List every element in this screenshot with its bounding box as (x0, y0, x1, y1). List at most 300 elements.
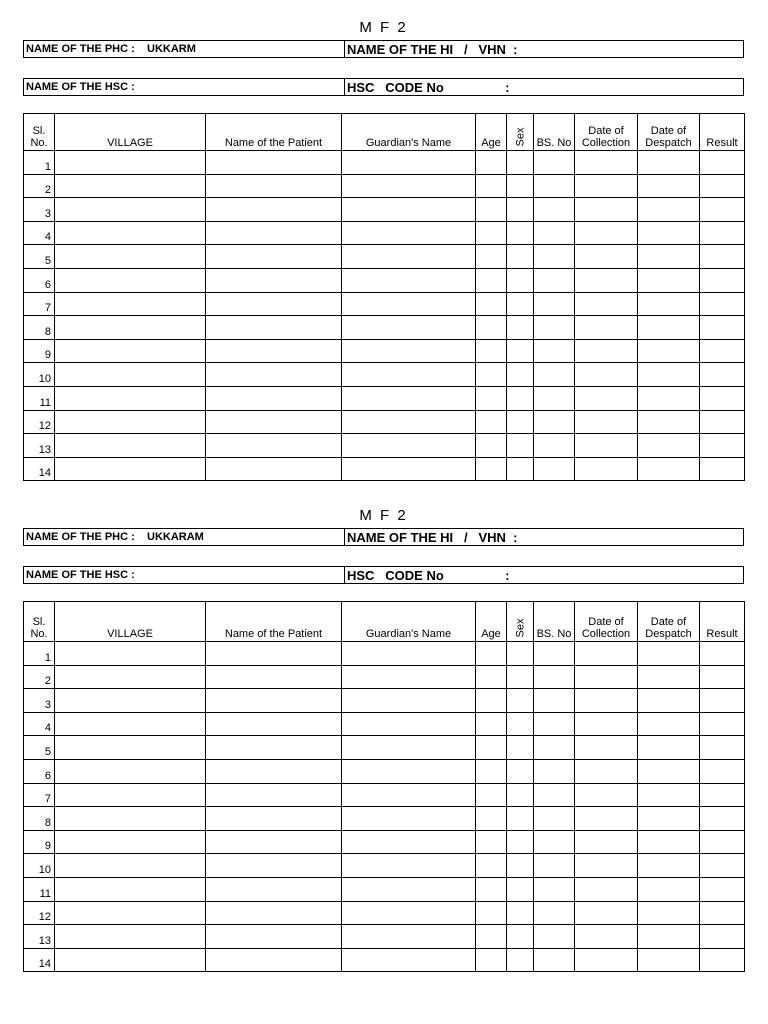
col-bs-no-cell[interactable] (534, 410, 575, 434)
col-result-cell[interactable] (700, 642, 745, 666)
row-number: 3 (24, 198, 55, 222)
col-bs-no-cell[interactable] (534, 198, 575, 222)
column-header-label: VILLAGE (107, 137, 153, 149)
col-village-cell[interactable] (55, 642, 206, 666)
col-age-cell[interactable] (476, 948, 507, 972)
col-patient-name-cell[interactable] (206, 316, 342, 340)
col-sl-no-header (24, 602, 55, 642)
col-sex-cell[interactable] (507, 245, 534, 269)
col-sex-cell[interactable] (507, 198, 534, 222)
col-age-cell[interactable] (476, 736, 507, 760)
table-row (24, 434, 745, 458)
col-bs-no-cell[interactable] (534, 292, 575, 316)
col-result-cell[interactable] (700, 198, 745, 222)
col-age-header (476, 602, 507, 642)
col-date-despatch-cell[interactable] (638, 151, 700, 175)
col-village-cell[interactable] (55, 807, 206, 831)
col-result-cell[interactable] (700, 268, 745, 292)
col-bs-no-cell[interactable] (534, 948, 575, 972)
col-date-despatch-cell[interactable] (638, 198, 700, 222)
col-patient-name-cell[interactable] (206, 268, 342, 292)
col-date-despatch-cell[interactable] (638, 245, 700, 269)
col-guardian-name-cell[interactable] (342, 316, 476, 340)
col-guardian-name-cell[interactable] (342, 292, 476, 316)
col-date-despatch-cell[interactable] (638, 854, 700, 878)
col-patient-name-cell[interactable] (206, 854, 342, 878)
col-sex-cell[interactable] (507, 434, 534, 458)
col-patient-name-cell[interactable] (206, 174, 342, 198)
phc-name-field: NAME OF THE PHC : UKKARM (24, 41, 345, 57)
col-date-collection-cell[interactable] (575, 221, 638, 245)
col-sex-cell[interactable] (507, 877, 534, 901)
col-patient-name-cell[interactable] (206, 830, 342, 854)
col-guardian-name-cell[interactable] (342, 642, 476, 666)
col-date-collection-cell[interactable] (575, 736, 638, 760)
col-date-despatch-cell[interactable] (638, 901, 700, 925)
col-age-cell[interactable] (476, 316, 507, 340)
col-date-collection-header (575, 602, 638, 642)
col-village-cell[interactable] (55, 689, 206, 713)
col-bs-no-cell[interactable] (534, 877, 575, 901)
col-guardian-name-cell[interactable] (342, 386, 476, 410)
column-header-label: Name of the Patient (224, 137, 323, 149)
row-number: 4 (24, 712, 55, 736)
row-number: 4 (24, 221, 55, 245)
col-bs-no-cell[interactable] (534, 854, 575, 878)
col-result-cell[interactable] (700, 665, 745, 689)
col-result-cell[interactable] (700, 434, 745, 458)
col-date-collection-cell[interactable] (575, 457, 638, 481)
col-result-cell[interactable] (700, 830, 745, 854)
col-bs-no-cell[interactable] (534, 221, 575, 245)
col-bs-no-cell[interactable] (534, 807, 575, 831)
col-guardian-name-cell[interactable] (342, 712, 476, 736)
col-patient-name-cell[interactable] (206, 807, 342, 831)
col-age-cell[interactable] (476, 783, 507, 807)
col-guardian-name-cell[interactable] (342, 807, 476, 831)
col-age-cell[interactable] (476, 854, 507, 878)
col-date-despatch-cell[interactable] (638, 410, 700, 434)
col-village-cell[interactable] (55, 854, 206, 878)
row-number: 5 (24, 245, 55, 269)
col-date-collection-cell[interactable] (575, 925, 638, 949)
col-guardian-name-cell[interactable] (342, 665, 476, 689)
row-number: 14 (24, 457, 55, 481)
col-date-collection-cell[interactable] (575, 410, 638, 434)
col-date-collection-cell[interactable] (575, 174, 638, 198)
col-sl-no-header (24, 114, 55, 151)
col-bs-no-cell[interactable] (534, 736, 575, 760)
row-number: 10 (24, 363, 55, 387)
column-header-label: BS. No (536, 628, 572, 640)
column-header-label: Sl. No. (30, 616, 48, 640)
col-date-collection-cell[interactable] (575, 363, 638, 387)
col-date-despatch-cell[interactable] (638, 759, 700, 783)
col-result-cell[interactable] (700, 901, 745, 925)
col-patient-name-cell[interactable] (206, 948, 342, 972)
table-row (24, 830, 745, 854)
col-village-cell[interactable] (55, 736, 206, 760)
col-bs-no-cell[interactable] (534, 759, 575, 783)
col-date-despatch-cell[interactable] (638, 457, 700, 481)
col-sex-cell[interactable] (507, 363, 534, 387)
col-age-cell[interactable] (476, 665, 507, 689)
col-guardian-name-cell[interactable] (342, 198, 476, 222)
col-village-cell[interactable] (55, 759, 206, 783)
col-age-cell[interactable] (476, 339, 507, 363)
col-date-collection-cell[interactable] (575, 783, 638, 807)
col-bs-no-cell[interactable] (534, 268, 575, 292)
col-date-despatch-cell[interactable] (638, 877, 700, 901)
col-result-cell[interactable] (700, 736, 745, 760)
col-date-collection-cell[interactable] (575, 151, 638, 175)
row-number: 5 (24, 736, 55, 760)
col-date-despatch-cell[interactable] (638, 386, 700, 410)
col-result-cell[interactable] (700, 925, 745, 949)
col-sex-cell[interactable] (507, 292, 534, 316)
col-village-cell[interactable] (55, 363, 206, 387)
col-patient-name-cell[interactable] (206, 386, 342, 410)
col-sex-cell[interactable] (507, 339, 534, 363)
col-guardian-name-cell[interactable] (342, 783, 476, 807)
col-result-cell[interactable] (700, 151, 745, 175)
col-guardian-name-cell[interactable] (342, 925, 476, 949)
col-village-cell[interactable] (55, 245, 206, 269)
col-date-despatch-cell[interactable] (638, 221, 700, 245)
col-result-cell[interactable] (700, 292, 745, 316)
col-result-cell[interactable] (700, 759, 745, 783)
col-village-cell[interactable] (55, 410, 206, 434)
col-village-cell[interactable] (55, 457, 206, 481)
col-bs-no-cell[interactable] (534, 457, 575, 481)
col-sex-cell[interactable] (507, 830, 534, 854)
col-date-despatch-cell[interactable] (638, 830, 700, 854)
table-row (24, 712, 745, 736)
col-date-collection-cell[interactable] (575, 712, 638, 736)
col-date-despatch-cell[interactable] (638, 783, 700, 807)
col-bs-no-cell[interactable] (534, 642, 575, 666)
row-number: 11 (24, 877, 55, 901)
row-number: 7 (24, 292, 55, 316)
col-sex-cell[interactable] (507, 759, 534, 783)
col-date-collection-cell[interactable] (575, 807, 638, 831)
col-bs-no-cell[interactable] (534, 245, 575, 269)
col-result-cell[interactable] (700, 948, 745, 972)
col-age-cell[interactable] (476, 712, 507, 736)
col-guardian-name-cell[interactable] (342, 457, 476, 481)
col-date-despatch-cell[interactable] (638, 689, 700, 713)
col-village-cell[interactable] (55, 268, 206, 292)
col-patient-name-cell[interactable] (206, 712, 342, 736)
col-guardian-name-cell[interactable] (342, 339, 476, 363)
col-date-despatch-cell[interactable] (638, 434, 700, 458)
col-date-despatch-cell[interactable] (638, 642, 700, 666)
col-date-despatch-header (638, 114, 700, 151)
col-date-despatch-cell[interactable] (638, 948, 700, 972)
row-number: 6 (24, 268, 55, 292)
col-village-cell[interactable] (55, 901, 206, 925)
col-village-cell[interactable] (55, 830, 206, 854)
col-result-cell[interactable] (700, 807, 745, 831)
col-age-cell[interactable] (476, 689, 507, 713)
col-result-cell[interactable] (700, 174, 745, 198)
col-date-collection-cell[interactable] (575, 268, 638, 292)
col-result-cell[interactable] (700, 877, 745, 901)
col-guardian-name-cell[interactable] (342, 877, 476, 901)
col-sex-cell[interactable] (507, 151, 534, 175)
table-row (24, 948, 745, 972)
col-guardian-name-cell[interactable] (342, 689, 476, 713)
col-age-cell[interactable] (476, 925, 507, 949)
col-date-collection-cell[interactable] (575, 901, 638, 925)
col-village-cell[interactable] (55, 151, 206, 175)
col-result-cell[interactable] (700, 316, 745, 340)
col-sex-cell[interactable] (507, 410, 534, 434)
col-bs-no-cell[interactable] (534, 783, 575, 807)
col-age-cell[interactable] (476, 830, 507, 854)
col-result-cell[interactable] (700, 854, 745, 878)
col-sex-cell[interactable] (507, 665, 534, 689)
col-sex-cell[interactable] (507, 925, 534, 949)
column-header-label: Date of Despatch (645, 616, 692, 640)
row-number: 12 (24, 410, 55, 434)
phc-info-row (23, 528, 744, 546)
col-guardian-name-cell[interactable] (342, 759, 476, 783)
col-date-collection-cell[interactable] (575, 665, 638, 689)
col-patient-name-cell[interactable] (206, 689, 342, 713)
row-number: 3 (24, 689, 55, 713)
col-age-cell[interactable] (476, 642, 507, 666)
col-patient-name-cell[interactable] (206, 339, 342, 363)
col-date-collection-cell[interactable] (575, 689, 638, 713)
col-sex-cell[interactable] (507, 948, 534, 972)
col-age-cell[interactable] (476, 292, 507, 316)
col-date-collection-cell[interactable] (575, 830, 638, 854)
col-age-cell[interactable] (476, 457, 507, 481)
col-result-cell[interactable] (700, 689, 745, 713)
col-date-despatch-cell[interactable] (638, 292, 700, 316)
hsc-name-field: NAME OF THE HSC : (24, 79, 345, 95)
hi-vhn-name-field: NAME OF THE HI / VHN : (347, 41, 518, 57)
col-sex-cell[interactable] (507, 221, 534, 245)
col-guardian-name-cell[interactable] (342, 854, 476, 878)
row-number: 1 (24, 151, 55, 175)
col-age-cell[interactable] (476, 245, 507, 269)
col-patient-name-cell[interactable] (206, 665, 342, 689)
col-patient-name-cell[interactable] (206, 877, 342, 901)
col-patient-name-cell[interactable] (206, 198, 342, 222)
column-header-label: VILLAGE (107, 628, 153, 640)
col-date-collection-cell[interactable] (575, 339, 638, 363)
col-sex-cell[interactable] (507, 783, 534, 807)
col-sex-cell[interactable] (507, 174, 534, 198)
col-guardian-name-cell[interactable] (342, 151, 476, 175)
col-date-collection-cell[interactable] (575, 316, 638, 340)
col-guardian-name-cell[interactable] (342, 736, 476, 760)
table-row (24, 151, 745, 175)
col-result-cell[interactable] (700, 363, 745, 387)
col-guardian-name-cell[interactable] (342, 221, 476, 245)
column-header-label: Age (481, 628, 501, 640)
col-bs-no-cell[interactable] (534, 665, 575, 689)
col-date-collection-cell[interactable] (575, 434, 638, 458)
col-age-cell[interactable] (476, 759, 507, 783)
col-guardian-name-cell[interactable] (342, 245, 476, 269)
col-sex-cell[interactable] (507, 316, 534, 340)
col-result-cell[interactable] (700, 386, 745, 410)
col-guardian-name-cell[interactable] (342, 830, 476, 854)
col-date-collection-cell[interactable] (575, 292, 638, 316)
table-row (24, 665, 745, 689)
col-date-collection-cell[interactable] (575, 386, 638, 410)
col-date-despatch-cell[interactable] (638, 665, 700, 689)
col-date-collection-cell[interactable] (575, 198, 638, 222)
col-result-cell[interactable] (700, 245, 745, 269)
col-age-cell[interactable] (476, 386, 507, 410)
col-patient-name-cell[interactable] (206, 759, 342, 783)
col-bs-no-cell[interactable] (534, 363, 575, 387)
col-sex-cell[interactable] (507, 712, 534, 736)
col-village-cell[interactable] (55, 948, 206, 972)
col-date-despatch-cell[interactable] (638, 268, 700, 292)
col-date-collection-cell[interactable] (575, 948, 638, 972)
col-patient-name-cell[interactable] (206, 363, 342, 387)
col-patient-name-cell[interactable] (206, 434, 342, 458)
col-patient-name-cell[interactable] (206, 925, 342, 949)
table-row (24, 363, 745, 387)
col-guardian-name-cell[interactable] (342, 901, 476, 925)
col-date-despatch-cell[interactable] (638, 363, 700, 387)
col-age-cell[interactable] (476, 410, 507, 434)
col-date-despatch-cell[interactable] (638, 339, 700, 363)
col-bs-no-cell[interactable] (534, 174, 575, 198)
col-patient-name-cell[interactable] (206, 410, 342, 434)
column-header-label: BS. No (536, 137, 572, 149)
col-age-cell[interactable] (476, 198, 507, 222)
col-sex-cell[interactable] (507, 807, 534, 831)
col-sex-cell[interactable] (507, 854, 534, 878)
col-village-cell[interactable] (55, 783, 206, 807)
col-date-collection-cell[interactable] (575, 877, 638, 901)
table-row (24, 642, 745, 666)
col-village-cell[interactable] (55, 386, 206, 410)
col-age-cell[interactable] (476, 434, 507, 458)
col-date-collection-cell[interactable] (575, 854, 638, 878)
col-age-cell[interactable] (476, 221, 507, 245)
col-village-cell[interactable] (55, 665, 206, 689)
col-sex-cell[interactable] (507, 386, 534, 410)
col-guardian-name-cell[interactable] (342, 174, 476, 198)
row-number: 10 (24, 854, 55, 878)
row-number: 8 (24, 316, 55, 340)
hsc-code-field: HSC CODE No : (347, 567, 510, 583)
col-guardian-name-cell[interactable] (342, 363, 476, 387)
col-date-collection-cell[interactable] (575, 642, 638, 666)
col-result-cell[interactable] (700, 410, 745, 434)
table-row (24, 339, 745, 363)
column-header-label: Date of Collection (581, 125, 631, 149)
col-guardian-name-cell[interactable] (342, 948, 476, 972)
col-village-cell[interactable] (55, 174, 206, 198)
col-age-cell[interactable] (476, 174, 507, 198)
col-bs-no-cell[interactable] (534, 712, 575, 736)
col-guardian-name-cell[interactable] (342, 268, 476, 292)
col-result-cell[interactable] (700, 221, 745, 245)
col-guardian-name-cell[interactable] (342, 434, 476, 458)
col-bs-no-cell[interactable] (534, 386, 575, 410)
col-patient-name-cell[interactable] (206, 457, 342, 481)
col-bs-no-cell[interactable] (534, 151, 575, 175)
col-date-despatch-cell[interactable] (638, 712, 700, 736)
col-village-cell[interactable] (55, 198, 206, 222)
col-result-cell[interactable] (700, 783, 745, 807)
col-result-cell[interactable] (700, 457, 745, 481)
col-result-cell[interactable] (700, 339, 745, 363)
col-date-despatch-cell[interactable] (638, 925, 700, 949)
col-date-despatch-cell[interactable] (638, 316, 700, 340)
col-age-cell[interactable] (476, 151, 507, 175)
col-patient-name-cell[interactable] (206, 783, 342, 807)
col-sex-cell[interactable] (507, 736, 534, 760)
col-age-cell[interactable] (476, 901, 507, 925)
col-village-cell[interactable] (55, 925, 206, 949)
col-bs-no-cell[interactable] (534, 901, 575, 925)
col-village-cell[interactable] (55, 877, 206, 901)
row-number: 6 (24, 759, 55, 783)
col-bs-no-cell[interactable] (534, 434, 575, 458)
col-bs-no-cell[interactable] (534, 339, 575, 363)
table-row (24, 221, 745, 245)
col-sex-cell[interactable] (507, 268, 534, 292)
col-patient-name-cell[interactable] (206, 642, 342, 666)
col-date-collection-cell[interactable] (575, 245, 638, 269)
column-header-label: Date of Collection (581, 616, 631, 640)
col-village-cell[interactable] (55, 712, 206, 736)
col-bs-no-cell[interactable] (534, 689, 575, 713)
col-age-cell[interactable] (476, 807, 507, 831)
col-date-despatch-cell[interactable] (638, 807, 700, 831)
col-village-cell[interactable] (55, 221, 206, 245)
col-sex-cell[interactable] (507, 457, 534, 481)
col-patient-name-cell[interactable] (206, 901, 342, 925)
col-date-collection-cell[interactable] (575, 759, 638, 783)
col-age-cell[interactable] (476, 877, 507, 901)
col-date-despatch-cell[interactable] (638, 174, 700, 198)
col-sex-cell[interactable] (507, 642, 534, 666)
col-patient-name-cell[interactable] (206, 245, 342, 269)
col-village-cell[interactable] (55, 434, 206, 458)
col-patient-name-cell[interactable] (206, 292, 342, 316)
col-village-cell[interactable] (55, 316, 206, 340)
col-patient-name-cell[interactable] (206, 221, 342, 245)
col-patient-name-cell[interactable] (206, 736, 342, 760)
col-age-cell[interactable] (476, 363, 507, 387)
col-bs-no-cell[interactable] (534, 925, 575, 949)
col-sex-cell[interactable] (507, 901, 534, 925)
col-guardian-name-cell[interactable] (342, 410, 476, 434)
col-village-cell[interactable] (55, 339, 206, 363)
col-bs-no-cell[interactable] (534, 830, 575, 854)
col-sex-cell[interactable] (507, 689, 534, 713)
column-header-label: Sex (514, 618, 526, 638)
col-patient-name-cell[interactable] (206, 151, 342, 175)
col-result-cell[interactable] (700, 712, 745, 736)
col-bs-no-cell[interactable] (534, 316, 575, 340)
col-village-cell[interactable] (55, 292, 206, 316)
col-age-cell[interactable] (476, 268, 507, 292)
row-number: 9 (24, 830, 55, 854)
col-date-despatch-cell[interactable] (638, 736, 700, 760)
